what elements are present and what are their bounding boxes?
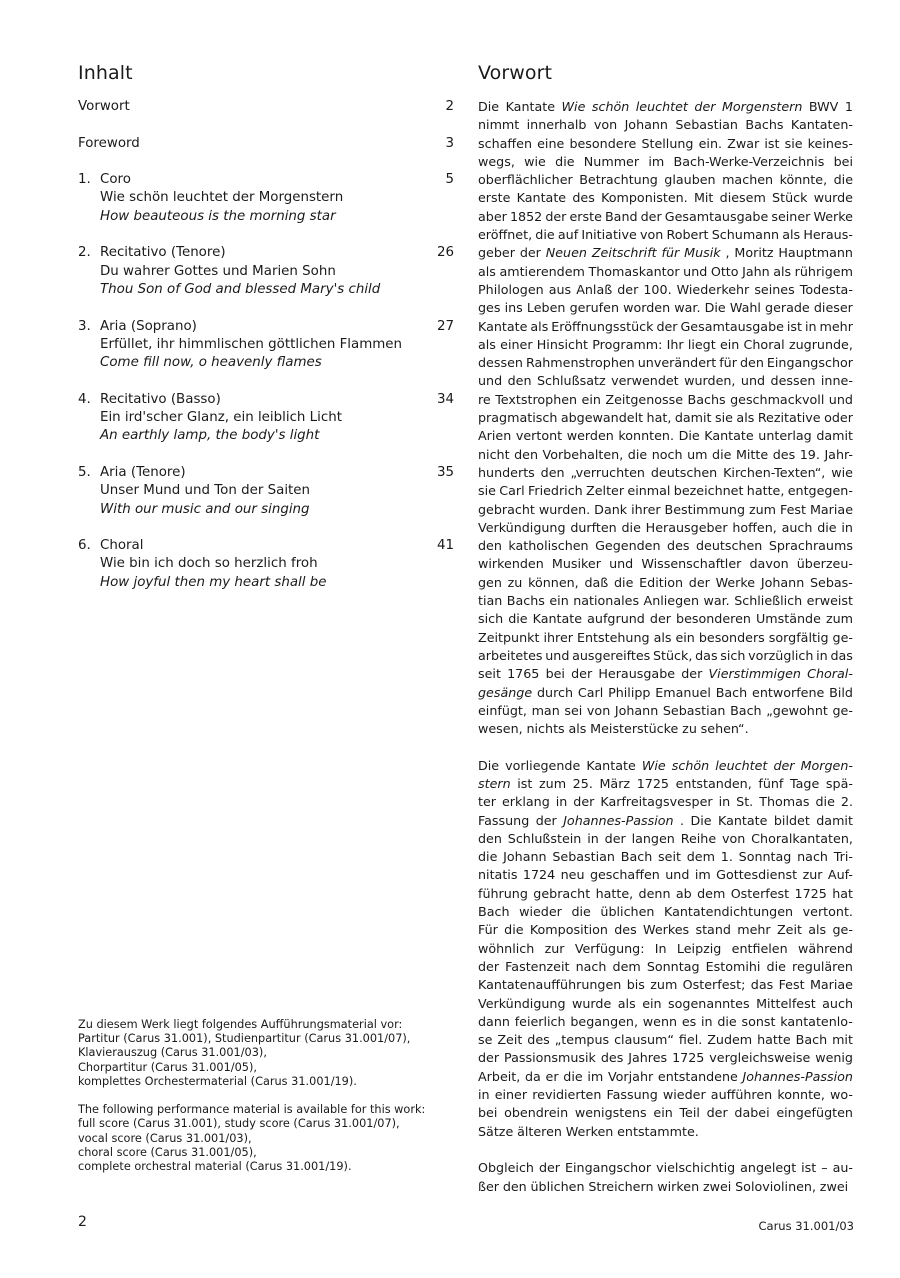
movement-number: 1.	[78, 172, 91, 188]
toc-movement-6[interactable]	[78, 537, 454, 592]
material-line: complete orchestral material (Carus 31.001/19).	[78, 1160, 352, 1174]
page-number: 2	[78, 1214, 87, 1230]
text-line: Kantatenaufführungen bis zum Osterfest; das Fest Mariae	[478, 977, 853, 993]
movement-text-english: An earthly lamp, the body's light	[100, 428, 320, 444]
movement-text-english: Thou Son of God and blessed Mary's child	[100, 281, 381, 297]
text-line: als amtierendem Thomaskantor und Otto Jahn als rührigem	[478, 263, 853, 279]
text-line: den Schlußstein in der langen Reihe von Choralkantaten,	[478, 830, 853, 846]
text-line: und den Schlußsatz verwendet wurden, und dessen inne-	[478, 373, 853, 389]
toc-page: 26	[436, 245, 454, 261]
text-line: se Zeit des „tempus clausum“ fiel. Zudem hatte Bach mit	[478, 1032, 853, 1048]
text-line: ßer den üblichen Streichern wirken zwei Soloviolinen, zwei	[478, 1178, 849, 1194]
text-line: schaffen eine besondere Stellung ein. Zwar ist sie keines-	[478, 135, 853, 151]
text-line: Obgleich der Eingangschor vielschichtig angelegt ist – au-	[478, 1160, 853, 1176]
text-line: nimmt innerhalb von Johann Sebastian Bachs Kantaten-	[478, 117, 853, 133]
text-line: bei obendrein wenigstens ein Teil der dabei eingefügten	[478, 1105, 853, 1121]
text-line: der Fastenzeit nach dem Sonntag Estomihi die regulären	[478, 958, 853, 974]
toc-page: 27	[436, 318, 454, 334]
paragraph-1	[478, 98, 853, 738]
toc-movement-3[interactable]	[78, 318, 454, 373]
material-line: choral score (Carus 31.001/05),	[78, 1145, 257, 1159]
movement-text-german: Wie schön leuchtet der Morgenstern	[100, 190, 344, 206]
text-line: einfügt, man sei von Johann Sebastian Bach „gewohnt ge-	[478, 702, 853, 718]
material-line: Klavierauszug (Carus 31.001/03),	[78, 1046, 267, 1060]
material-line: vocal score (Carus 31.001/03),	[78, 1131, 252, 1145]
text-line: wesen, nichts als Meisterstücke zu sehen“.	[478, 721, 749, 737]
text-line: Verkündigung durften die Herausgeber hoffen, auch die in	[478, 519, 853, 535]
text-line: gebracht wurden. Dank ihrer Bestimmung zum Fest Mariae	[478, 501, 853, 517]
text-line: pragmatisch abgewandelt hat, damit sie als Rezitative oder	[478, 410, 853, 426]
text-line: Bach wieder die üblichen Kantatendichtungen vertont.	[478, 904, 853, 920]
text-line: ges ins Leben gerufen worden war. Die Wahl gerade dieser	[478, 300, 853, 316]
paragraph-2	[478, 757, 853, 1141]
text-line: dessen Rahmenstrophen unverändert für den Eingangschor	[478, 355, 853, 371]
text-line: führung gebracht hatte, denn ab dem Osterfest 1725 hat	[478, 885, 853, 901]
toc-page: 3	[445, 135, 454, 151]
movement-number: 3.	[78, 318, 91, 334]
text-line: geber der Neuen Zeitschrift für Musik , Moritz Hauptmann	[478, 245, 853, 261]
text-line: aber 1852 der erste Band der Gesamtausgabe seiner Werke	[478, 208, 853, 224]
movement-title: Choral	[100, 538, 144, 554]
text-line: tian Bachs ein nationales Anliegen war. Schließlich erweist	[478, 593, 853, 609]
paragraph-3	[478, 1159, 853, 1196]
movement-number: 6.	[78, 538, 91, 554]
catalog-number: Carus 31.001/03	[758, 1219, 854, 1233]
movement-text-english: How beauteous is the morning star	[100, 208, 336, 224]
text-line: ter erklang in der Karfreitagsvesper in St. Thomas die 2.	[478, 794, 853, 810]
text-line: in einer revidierten Fassung wieder aufführen konnte, wo-	[478, 1087, 853, 1103]
text-line: oberflächlicher Betrachtung glauben machen könnte, die	[478, 172, 853, 188]
toc-page: 41	[436, 538, 454, 554]
movement-title: Aria (Tenore)	[100, 464, 186, 480]
text-line: den katholischen Gegenden des deutschen Sprachraums	[478, 538, 853, 554]
material-line: full score (Carus 31.001), study score (Carus 31.001/07),	[78, 1117, 400, 1131]
foreword-body	[478, 98, 853, 1196]
text-line: gen zu können, daß die Edition der Werke Johann Sebas-	[478, 574, 853, 590]
material-line: Chorpartitur (Carus 31.001/05),	[78, 1060, 257, 1074]
toc-movement-5[interactable]	[78, 464, 454, 519]
toc-label: Foreword	[78, 135, 140, 151]
material-line: The following performance material is available for this work:	[78, 1103, 426, 1117]
text-line: seit 1765 bei der Herausgabe der Vierstimmigen Choral-	[478, 666, 853, 682]
text-line: wöhnlich zur Verfügung: In Leipzig entfielen während	[478, 940, 853, 956]
text-line: Fassung der Johannes-Passion . Die Kantate bildet damit	[478, 812, 853, 828]
movement-title: Aria (Soprano)	[100, 318, 197, 334]
toc-page: 2	[445, 99, 454, 114]
text-line: arbeitetes und ausgereiftes Stück, das sich vorzüglich in das	[478, 647, 853, 663]
movement-number: 4.	[78, 391, 91, 407]
toc-movement-4[interactable]	[78, 391, 454, 446]
text-line: eröffnet, die auf Initiative von Robert Schumann als Heraus-	[478, 227, 853, 243]
toc-entry-vorwort[interactable]	[78, 98, 454, 116]
performance-material-note	[78, 1018, 463, 1174]
text-line: Arien vertont werden konnten. Die Kantate unterlag damit	[478, 428, 853, 444]
text-line: dann feierlich begangen, wenn es in die sonst kantatenlo-	[478, 1013, 853, 1029]
movement-text-english: With our music and our singing	[100, 501, 310, 517]
foreword-heading: Vorwort	[478, 62, 553, 84]
movement-number: 5.	[78, 464, 91, 480]
movement-title: Recitativo (Tenore)	[100, 245, 226, 261]
text-line: die Johann Sebastian Bach seit dem 1. Sonntag nach Tri-	[478, 849, 853, 865]
text-line: nitatis 1724 neu geschaffen und im Gottesdienst zur Auf-	[478, 867, 853, 883]
text-line: sich die Kantate aufgrund der besonderen Umstände zum	[478, 611, 853, 627]
movement-text-english: Come fill now, o heavenly flames	[100, 355, 322, 371]
movement-text-german: Unser Mund und Ton der Saiten	[100, 483, 311, 499]
text-line: sie Carl Friedrich Zelter einmal bezeichnet hatte, entgegen-	[478, 483, 853, 499]
movement-title: Recitativo (Basso)	[100, 391, 221, 407]
table-of-contents	[78, 98, 454, 610]
text-line: wegs, wie die Nummer im Bach-Werke-Verzeichnis bei	[478, 153, 853, 169]
toc-movement-2[interactable]	[78, 244, 454, 299]
text-line: Verkündigung wurde als ein sogenanntes Mittelfest auch	[478, 995, 853, 1011]
movement-title: Coro	[100, 172, 131, 188]
text-line: hunderts den „verruchten deutschen Kirchen-Texten“, wie	[478, 464, 853, 480]
toc-entry-foreword[interactable]	[78, 135, 454, 153]
text-line: Arbeit, da er die im Vorjahr entstandene Johannes-Passion	[478, 1068, 853, 1084]
movement-text-english: How joyful then my heart shall be	[100, 574, 327, 590]
text-line: der Passionsmusik des Jahres 1725 vergleichsweise wenig	[478, 1050, 853, 1066]
text-line: Philologen aus Anlaß der 100. Wiederkehr seines Todesta-	[478, 281, 853, 297]
text-line: als einer Hinsicht Programm: Ihr liegt ein Choral zugrunde,	[478, 336, 853, 352]
text-line: stern ist zum 25. März 1725 entstanden, fünf Tage spä-	[478, 775, 853, 791]
text-line: Zeitpunkt ihrer Entstehung als ein besonders sorgfältig ge-	[478, 629, 853, 645]
text-line: nicht den Vorbehalten, die noch um die Mitte des 19. Jahr-	[478, 446, 853, 462]
movement-text-german: Ein ird'scher Glanz, ein leiblich Licht	[100, 410, 342, 426]
text-line: Die vorliegende Kantate Wie schön leuchtet der Morgen-	[478, 757, 853, 773]
toc-page: 5	[445, 172, 454, 188]
text-line: gesänge durch Carl Philipp Emanuel Bach entworfene Bild	[478, 684, 853, 700]
movement-text-german: Du wahrer Gottes und Marien Sohn	[100, 263, 336, 279]
toc-movement-1[interactable]	[78, 171, 454, 226]
text-line: Kantate als Eröffnungsstück der Gesamtausgabe ist in mehr	[478, 318, 853, 334]
material-line: Partitur (Carus 31.001), Studienpartitur (Carus 31.001/07),	[78, 1032, 411, 1046]
text-line: Sätze älteren Werken entstammte.	[478, 1123, 699, 1139]
text-line: wirkenden Musiker und Wissenschaftler davon überzeu-	[478, 556, 853, 572]
text-line: erste Kantate des Komponisten. Mit diesem Stück wurde	[478, 190, 853, 206]
movement-text-german: Wie bin ich doch so herzlich froh	[100, 556, 318, 572]
toc-page: 35	[436, 464, 454, 480]
toc-page: 34	[436, 391, 454, 407]
text-line: Für die Komposition des Werkes stand mehr Zeit als ge-	[478, 922, 853, 938]
text-line: re Textstrophen ein Zeitgenosse Bachs geschmackvoll und	[478, 391, 853, 407]
material-line: komplettes Orchestermaterial (Carus 31.001/19).	[78, 1074, 357, 1088]
contents-heading: Inhalt	[78, 62, 133, 84]
material-line: Zu diesem Werk liegt folgendes Aufführungsmaterial vor:	[78, 1018, 403, 1031]
movement-number: 2.	[78, 245, 91, 261]
text-line: Die Kantate Wie schön leuchtet der Morgenstern BWV 1	[478, 99, 853, 114]
toc-label: Vorwort	[78, 99, 130, 114]
movement-text-german: Erfüllet, ihr himmlischen göttlichen Flammen	[100, 336, 403, 352]
